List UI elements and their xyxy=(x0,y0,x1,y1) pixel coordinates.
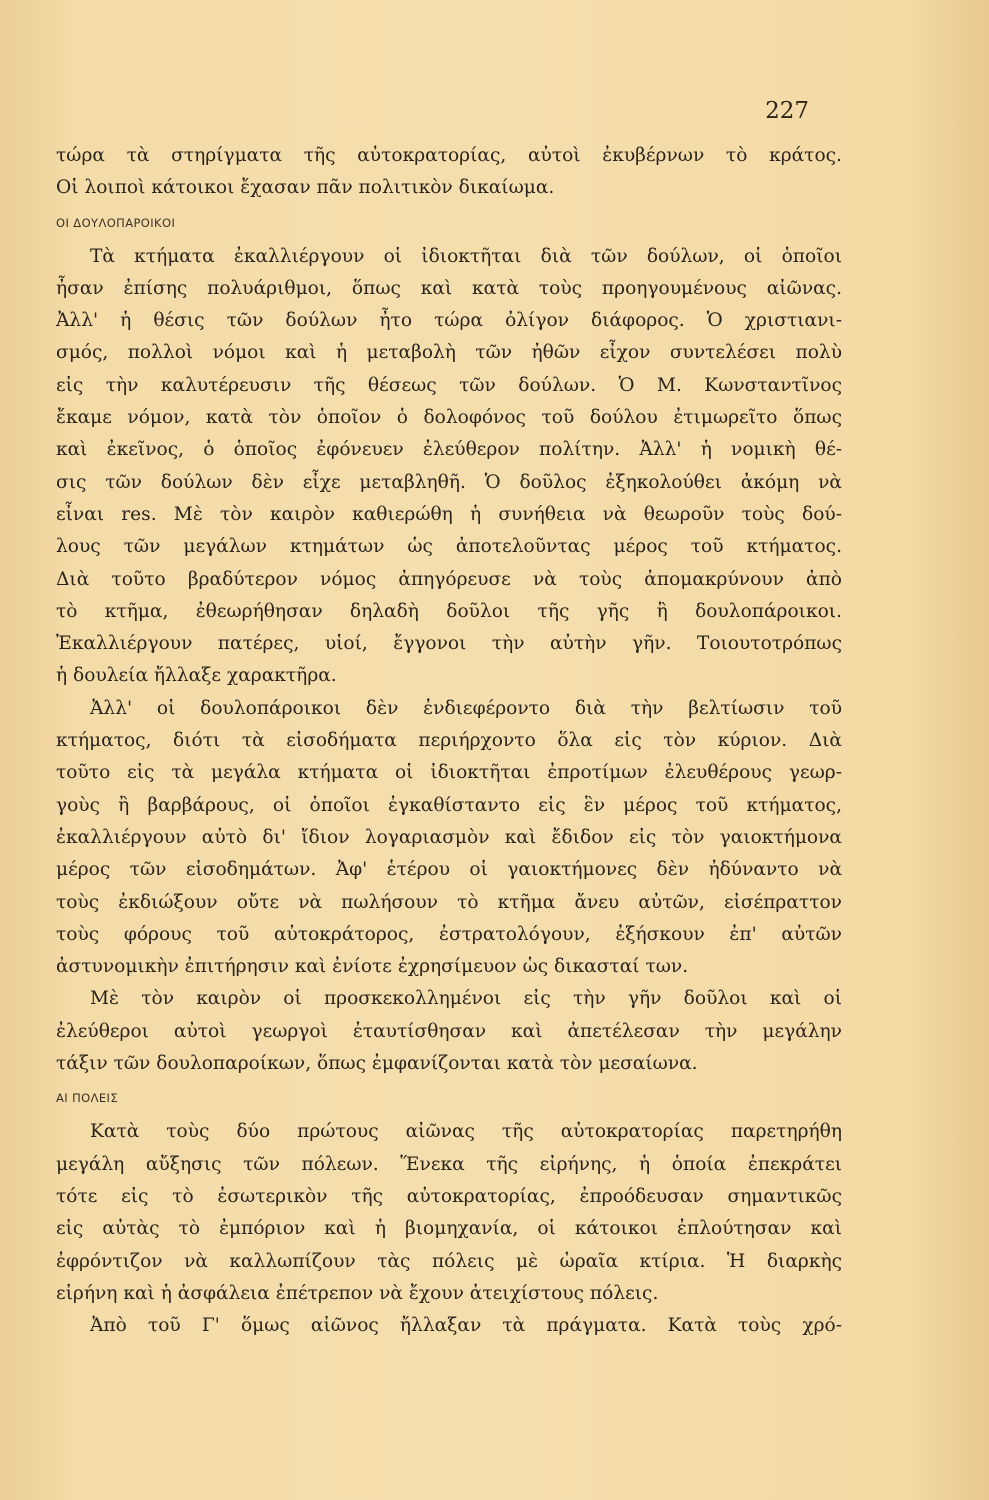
text-line: Κατὰ τοὺς δύο πρώτους αἰῶνας τῆς αὐτοκρατορίας παρετηρήθη xyxy=(90,1121,842,1143)
text-line: μέρος τῶν εἰσοδημάτων. Ἀφ' ἑτέρου οἱ γαιοκτήμονες δὲν ἠδύναντο νὰ xyxy=(56,859,842,881)
text-line: ἐλεύθεροι αὐτοὶ γεωργοὶ ἐταυτίσθησαν καὶ ἀπετέλεσαν τὴν μεγάλην xyxy=(56,1020,842,1042)
text-line: εἰς τὴν καλυτέρευσιν τῆς θέσεως τῶν δούλων. Ὁ Μ. Κωνσταντῖνος xyxy=(56,374,842,396)
text-line: ἀστυνομικὴν ἐπιτήρησιν καὶ ἐνίοτε ἐχρησίμευον ὡς δικασταί των. xyxy=(56,956,689,978)
text-line: τώρα τὰ στηρίγματα τῆς αὐτοκρατορίας, αὐτοὶ ἐκυβέρνων τὸ κράτος. xyxy=(56,145,842,166)
text-line: Τὰ κτήματα ἐκαλλιέργουν οἱ ἰδιοκτῆται διὰ τῶν δούλων, οἱ ὁποῖοι xyxy=(90,245,842,267)
text-line: εἰς αὐτὰς τὸ ἐμπόριον καὶ ἡ βιομηχανία, οἱ κάτοικοι ἐπλούτησαν καὶ xyxy=(56,1218,842,1240)
text-line: τοὺς φόρους τοῦ αὐτοκράτορος, ἐστρατολόγουν, ἐξήσκουν ἐπ' αὐτῶν xyxy=(56,923,842,945)
text-line: τοῦτο εἰς τὰ μεγάλα κτήματα οἱ ἰδιοκτῆται ἐπροτίμων ἐλευθέρους γεωρ- xyxy=(56,762,842,784)
text-line: κτήματος, διότι τὰ εἰσοδήματα περιήρχοντο ὅλα εἰς τὸν κύριον. Διὰ xyxy=(56,730,842,752)
text-line: Ἀπὸ τοῦ Γ' ὅμως αἰῶνος ἤλλαξαν τὰ πράγματα. Κατὰ τοὺς χρό- xyxy=(90,1315,842,1337)
text-line: Διὰ τοῦτο βραδύτερον νόμος ἀπηγόρευσε νὰ τοὺς ἀπομακρύνουν ἀπὸ xyxy=(56,568,842,590)
text-line: ἐφρόντιζον νὰ καλλωπίζουν τὰς πόλεις μὲ ὡραῖα κτίρια. Ἡ διαρκὴς xyxy=(56,1250,842,1272)
section-heading: ΟΙ ΔΟΥΛΟΠΑΡΟΙΚΟΙ xyxy=(56,215,176,230)
section-heading: ΑΙ ΠΟΛΕΙΣ xyxy=(56,1091,119,1106)
text-line: σμός, πολλοὶ νόμοι καὶ ἡ μεταβολὴ τῶν ἠθῶν εἶχον συντελέσει πολὺ xyxy=(56,342,842,364)
text-line: τοὺς ἐκδιώξουν οὔτε νὰ πωλήσουν τὸ κτῆμα ἄνευ αὐτῶν, εἰσέπραττον xyxy=(56,891,842,913)
text-line: ἡ δουλεία ἤλλαξε χαρακτῆρα. xyxy=(56,665,337,687)
page-number: 227 xyxy=(765,98,809,124)
text-line: σις τῶν δούλων δὲν εἶχε μεταβληθῆ. Ὁ δοῦλος ἐξηκολούθει ἀκόμη νὰ xyxy=(56,471,842,493)
text-line: τάξιν τῶν δουλοπαροίκων, ὅπως ἐμφανίζονται κατὰ τὸν μεσαίωνα. xyxy=(56,1053,698,1075)
text-line: Ἀλλ' οἱ δουλοπάροικοι δὲν ἐνδιεφέροντο διὰ τὴν βελτίωσιν τοῦ xyxy=(90,697,842,719)
text-line: καὶ ἐκεῖνος, ὁ ὁποῖος ἐφόνευεν ἐλεύθερον πολίτην. Ἀλλ' ἡ νομικὴ θέ- xyxy=(56,439,842,461)
text-line: ἔκαμε νόμον, κατὰ τὸν ὁποῖον ὁ δολοφόνος τοῦ δούλου ἐτιμωρεῖτο ὅπως xyxy=(56,407,842,429)
text-line: Οἱ λοιποὶ κάτοικοι ἔχασαν πᾶν πολιτικὸν δικαίωμα. xyxy=(56,177,555,199)
body-text xyxy=(56,140,842,1342)
text-line: λους τῶν μεγάλων κτημάτων ὡς ἀποτελοῦντας μέρος τοῦ κτήματος. xyxy=(56,536,842,558)
text-line: ἦσαν ἐπίσης πολυάριθμοι, ὅπως καὶ κατὰ τοὺς προηγουμένους αἰῶνας. xyxy=(56,277,842,299)
text-line: γοὺς ἢ βαρβάρους, οἱ ὁποῖοι ἐγκαθίσταντο εἰς ἓν μέρος τοῦ κτήματος, xyxy=(56,794,842,816)
text-line: τότε εἰς τὸ ἐσωτερικὸν τῆς αὐτοκρατορίας, ἐπροόδευσαν σημαντικῶς xyxy=(56,1185,842,1207)
text-line: Ἐκαλλιέργουν πατέρες, υἱοί, ἔγγονοι τὴν αὐτὴν γῆν. Τοιουτοτρόπως xyxy=(56,633,842,655)
text-line: εἰρήνη καὶ ἡ ἀσφάλεια ἐπέτρεπον νὰ ἔχουν ἀτειχίστους πόλεις. xyxy=(56,1282,659,1304)
text-line: μεγάλη αὔξησις τῶν πόλεων. Ἕνεκα τῆς εἰρήνης, ἡ ὁποία ἐπεκράτει xyxy=(56,1153,842,1175)
text-line: Μὲ τὸν καιρὸν οἱ προσκεκολλημένοι εἰς τὴν γῆν δοῦλοι καὶ οἱ xyxy=(90,988,842,1010)
text-line: εἶναι res. Μὲ τὸν καιρὸν καθιερώθη ἡ συνήθεια νὰ θεωροῦν τοὺς δού- xyxy=(56,503,842,525)
text-line: τὸ κτῆμα, ἐθεωρήθησαν δηλαδὴ δοῦλοι τῆς γῆς ἢ δουλοπάροικοι. xyxy=(56,600,842,622)
text-line: Ἀλλ' ἡ θέσις τῶν δούλων ἦτο τώρα ὀλίγον διάφορος. Ὁ χριστιανι- xyxy=(56,310,842,332)
text-line: ἐκαλλιέργουν αὐτὸ δι' ἴδιον λογαριασμὸν καὶ ἔδιδον εἰς τὸν γαιοκτήμονα xyxy=(56,826,842,848)
